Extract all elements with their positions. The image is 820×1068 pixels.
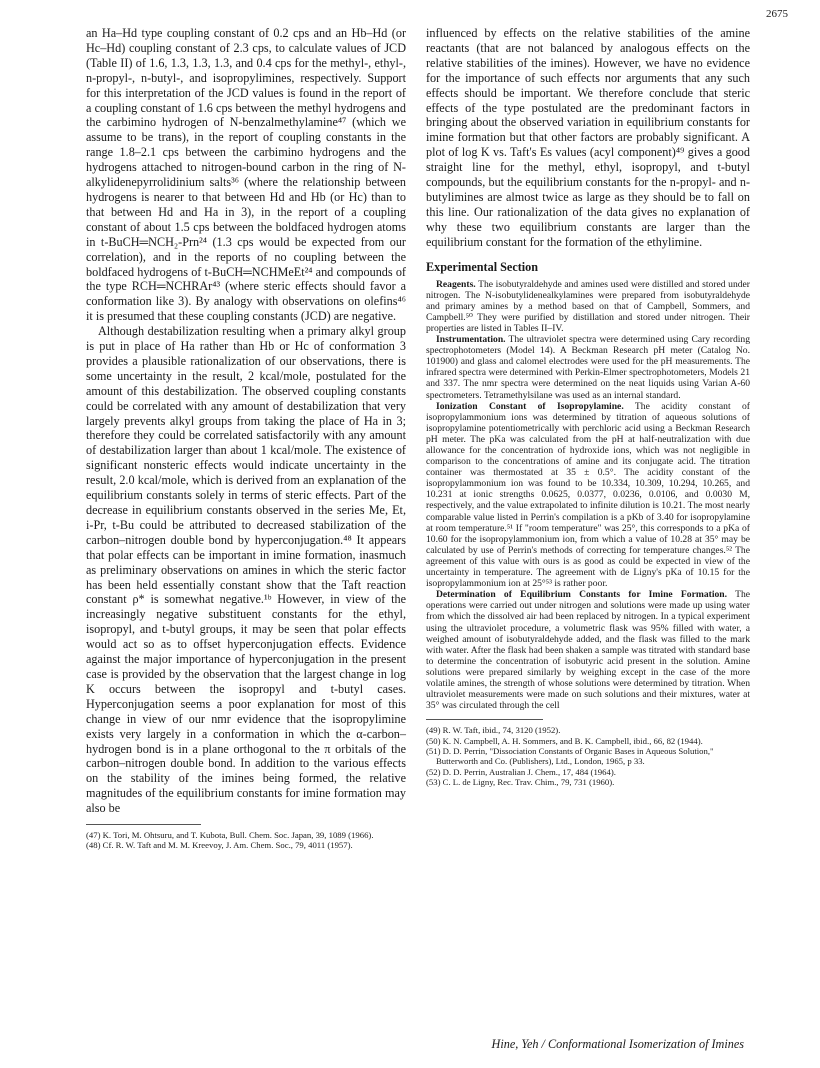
body-paragraph: an Ha–Hd type coupling constant of 0.2 cps and an Hb–Hd (or Hc–Hd) coupling constant of 2.3 cps, to calculate values of JCD (Table II) of 1.6, 1.3, 1.3, 1.3, and 0.4 cps for the methyl-, ethyl-, n-propyl-, n-butyl-, and isopropylimines, respectively. Support for this interpretation of the JCD values is found in the report of a coupling constant of 1.6 cps between the methyl hydrogens and the carbimino hydrogen of N-benzalmethylamine⁴⁷ (which we assume to be trans), in the report of coupling constants in the range 1.8–2.1 cps between the carbimino hydrogens and the hydrogens attached to nitrogen-bound carbon in the ring of N-alkylidenepyrrolidinium salts³⁶ (where the relationship between hydrogens is nearer to that between Hd and Hb (or Hc) than to that between Hd and Ha in 3), in the report of a coupling constant of about 1.5 cps between the boldfaced hydrogen atoms in t-BuCH═NCH₂-Prn²⁴ (1.3 cps would be expected from our correlation), and in the reports of no coupling between the boldfaced hydrogens of t-BuCH═NCHMeEt²⁴ and compounds of the type RCH═NCHRAr⁴³ (where steric effects should favor a conformation like 3). By analogy with observations on olefins⁴⁶ it is presumed that these coupling constants (JCD) are negative.	[86, 26, 406, 324]
paragraph-text: The isobutyraldehyde and amines used were distilled and stored under nitrogen. The N-isobutylidenealkylamines were prepared from isobutyraldehyde and primary amines by a method based on that of Campbell, Sommers, and Campbell.⁵⁰ They were purified by distillation and stored under nitrogen. Their properties are listed in Tables II–IV.	[426, 278, 750, 334]
body-paragraph: influenced by effects on the relative stabilities of the amine reactants (that are not balanced by analogous effects on the relative stabilities of the imines). However, we have no evidence for the importance of such effects nor arguments that any such effects should be important. We therefore conclude that steric effects of the type postulated are the predominant factors in bringing about the observed variation in equilibrium constants for imine formation but that other factors are probably significant. A plot of log K vs. Taft's Es values (acyl component)⁴⁹ gives a good straight line for the methyl, ethyl, isopropyl, and t-butyl compounds, but the equilibrium constants for the n-propyl- and n-butylimines are almost twice as large as they should be to fall on this line. Our rationalization of the data gives no explanation of why these two equilibrium constants are larger than the equilibrium constant for the formation of the ethylimine.	[426, 26, 750, 249]
page-number: 2675	[766, 8, 788, 20]
paragraph-text: The ultraviolet spectra were determined using Cary recording spectrophotometers (Model 14). A Beckman Research pH meter (Catalog No. 101900) and glass and calomel electrodes were used for the pH measurements. The infrared spectra were determined with Perkin-Elmer spectrophotometers, Models 21 and 337. The nmr spectra were determined on the neat liquids using Varian A-60 spectrometers. Tetramethylsilane was used as an internal standard.	[426, 334, 750, 401]
body-paragraph: Although destabilization resulting when a primary alkyl group is put in place of Ha rather than Hb or Hc of conformation 3 provides a plausible rationalization of our observations, there is some uncertainty in the result, 2 kcal/mole, postulated for the amount of this destabilization. The observed coupling constants could be correlated with any amount of destabilization that very largely prevents alkyl groups from taking the place of Ha in 3; therefore they could be correlated satisfactorily with any amount of destabilization larger than about 1 kcal/mole. The existence of significant nonsteric effects would indicate uncertainty in the result, 2.0 kcal/mole, which is derived from an explanation of the equilibrium constants solely in terms of steric effects. Part of the decrease in equilibrium constants observed in the series Me, Et, i-Pr, t-Bu could be attributed to decreased stabilization of the carbon–nitrogen double bond by hyperconjugation.⁴⁸ It appears that polar effects can be important in imine formation, inasmuch as preliminary observations on amines in which the steric factor has been held essentially constant show that the Taft reaction constant ρ* is somewhat negative.¹ᵇ However, in view of the increasingly negative substituent constants for the ethyl, isopropyl, and t-butyl groups, it may be seen that polar effects would act so as to offset hyperconjugation effects. Evidence against the major importance of hyperconjugation in the present case is provided by the observation that the largest change in log K occurs between the isopropyl and t-butyl cases. Hyperconjugation seems a poor explanation for most of this change in view of our nmr evidence that the isopropylimine exists very largely in a conformation in which the α-carbon–hydrogen bond is in a plane orthogonal to the π orbitals of the carbon–nitrogen double bond. In addition to the various effects on the stability of the imines being formed, the relative magnitudes of the equilibrium constants for imine formation may also be	[86, 324, 406, 816]
paragraph-lead: Determination of Equilibrium Constants for Imine Formation.	[436, 589, 728, 601]
right-column	[426, 26, 750, 788]
paragraph-text: The operations were carried out under nitrogen and solutions were made up using water from which the dissolved air had been replaced by nitrogen. In a typical experiment using the ultraviolet procedure, a volumetric flask was 95% filled with water, a weighed amount of isobutyraldehyde added, and the flask was filled to the mark with water. After the flask had been shaken a sample was titrated with standard base to determine the concentration of isobutyric acid present in the solution. Amine solutions were prepared similarly by weighing except in the case of the more volatile amines, the strength of whose solutions were determined by titration. When ultraviolet measurements were made on such solutions and their mixtures, water at 35° was circulated through the cell	[426, 589, 751, 712]
paragraph-lead: Instrumentation.	[436, 334, 506, 346]
experimental-paragraph	[426, 589, 750, 711]
experimental-paragraph	[426, 279, 750, 334]
footnote: (49) R. W. Taft, ibid., 74, 3120 (1952).	[426, 725, 561, 736]
footnote: (52) D. D. Perrin, Australian J. Chem., 17, 484 (1964).	[426, 766, 616, 777]
paragraph-lead: Reagents.	[436, 278, 476, 290]
footnote-rule	[426, 719, 543, 720]
footnote-rule	[86, 824, 201, 825]
experimental-paragraph	[426, 401, 750, 590]
footnote: (48) Cf. R. W. Taft and M. M. Kreevoy, J. Am. Chem. Soc., 79, 4011 (1957).	[86, 840, 353, 851]
section-heading: Experimental Section	[426, 259, 539, 274]
footnote: (53) C. L. de Ligny, Rec. Trav. Chim., 79, 731 (1960).	[426, 777, 615, 788]
experimental-paragraph	[426, 334, 750, 401]
footnote: (51) D. D. Perrin, "Dissociation Constants of Organic Bases in Aqueous Solution," Butterworth and Co. (Publishers), Ltd., London, 1965, p 33.	[426, 746, 714, 767]
left-column	[86, 26, 406, 851]
paragraph-lead: Ionization Constant of Isopropylamine.	[436, 400, 624, 412]
paragraph-text: The acidity constant of isopropylammonium ions was determined by titration of aqueous solutions of isopropylamine potentiometrically with perchloric acid using a Beckman Research pH meter. The pKa was calculated from the pH at half-neutralization with due allowance for the concentration of hydroxide ions, which was not negligible in comparison to the concentrations of amine and its conjugate acid. The titration container was thermostated at 35 ± 0.5°. The acidity constant of the isopropylammonium ion was found to be 10.334, 10.309, 10.294, 10.265, and 10.231 at ionic strengths 0.0625, 0.0377, 0.0236, 0.0106, and 0.0030 M, respectively, and the value extrapolated to infinite dilution is 10.21. The most nearly comparable value listed in Perrin's compilation is a pKb of 3.40 for isopropylamine at room temperature.⁵¹ If "room temperature" was 25°, this corresponds to a pKa of 10.60 for the isopropylammonium ion, from which a value of 10.28 at 35° may be calculated by use of Perrin's methods of correcting for temperature changes.⁵² The agreement of this value with ours is as good as could be expected in view of the uncertainty in temperature. The agreement with de Ligny's pKa of 10.15 for the isopropylammonium ion at 25°⁵³ is rather poor.	[426, 400, 750, 590]
footnote: (47) K. Tori, M. Ohtsuru, and T. Kubota, Bull. Chem. Soc. Japan, 39, 1089 (1966).	[86, 830, 374, 841]
running-footer: Hine, Yeh / Conformational Isomerization of Imines	[491, 1037, 744, 1051]
footnote: (50) K. N. Campbell, A. H. Sommers, and B. K. Campbell, ibid., 66, 82 (1944).	[426, 735, 703, 746]
